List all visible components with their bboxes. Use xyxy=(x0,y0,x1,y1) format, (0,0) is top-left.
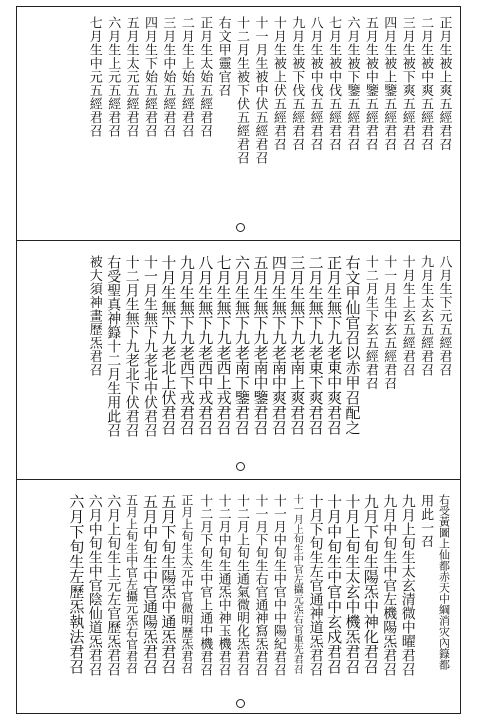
text-panel-3 xyxy=(0,484,477,718)
text-column: 九月中旬生中官左機陽炁君召 xyxy=(381,494,398,676)
text-column: 四月生下始五經君召 xyxy=(142,16,157,138)
text-column: 七月生無下九老西上戎君召 xyxy=(214,255,233,435)
text-column: 八月生無下九老西中戎君召 xyxy=(196,255,215,435)
text-column: 正月上旬生太元中官微明歷炁君召 xyxy=(179,494,194,674)
text-column: 三月生中始五經君召 xyxy=(160,16,176,138)
text-column: 十二月中旬生通炁中神玉機君召 xyxy=(215,494,231,676)
column-group-3 xyxy=(16,494,461,704)
column-group-1 xyxy=(16,16,461,226)
text-column: 六月中旬生中官陰仙道炁君召 xyxy=(86,494,103,676)
text-column: 正月生被上爽五經君召 xyxy=(436,16,452,151)
binding-hole-2 xyxy=(236,462,245,471)
text-column: 六月下旬生左歷炁執法君召 xyxy=(67,494,86,674)
text-column: 十二月生下玄五經君召 xyxy=(362,255,378,390)
text-column: 二月生無下九老東下爽君召 xyxy=(306,255,325,435)
text-column: 四月生無下九老南中爽君召 xyxy=(269,255,288,435)
text-column: 八月生被中伐五經君召 xyxy=(307,16,323,151)
text-column: 六月生被下鑒五經君召 xyxy=(344,16,360,151)
text-column: 十一月下旬生右官通神寫炁君召 xyxy=(252,494,268,676)
text-column: 五月生太元五經君召 xyxy=(123,16,139,138)
text-column: 十月生被上伏五經君召 xyxy=(270,16,286,151)
text-column: 九月生太玄五經君召 xyxy=(418,255,434,377)
panel-divider-2 xyxy=(16,479,461,480)
text-column: 十二月上旬生通氣微明化炁君召 xyxy=(234,494,250,676)
text-column: 十一月生中玄五經君召 xyxy=(381,255,397,390)
text-column: 正月生無下九老東中爽君召 xyxy=(325,255,344,435)
text-column: 十月中旬生中官中玄戍君召 xyxy=(325,494,344,674)
text-panel-1 xyxy=(0,6,477,240)
binding-hole-1 xyxy=(236,223,245,232)
text-panel-2 xyxy=(0,245,477,479)
panel-divider-1 xyxy=(16,240,461,241)
text-column: 六月生無下九老南下鑒君召 xyxy=(233,255,252,435)
text-column: 五月生被中鑒五經君召 xyxy=(362,16,378,151)
text-column: 十一月生無下九老北中伏君召 xyxy=(142,255,158,437)
text-column: 正月生太始五經君召 xyxy=(197,16,213,138)
text-column: 右受黃圖上仙都赤天中綱消灾內籙都 xyxy=(437,494,451,670)
text-column: 四月生被上鑒五經君召 xyxy=(381,16,397,151)
text-column: 八月生下元五經君召 xyxy=(436,255,452,377)
text-column: 右文甲仙官召以赤甲召配之 xyxy=(343,255,362,435)
text-column: 三月生無下九老南上爽君召 xyxy=(288,255,307,435)
text-column: 二月生被中爽五經君召 xyxy=(418,16,434,151)
text-column: 六月生上元五經君召 xyxy=(105,16,121,138)
text-column: 九月生無下九老西下戎君召 xyxy=(177,255,196,435)
text-column: 十月生無下九老北上伏君召 xyxy=(159,255,178,435)
text-column: 七月生被中伐五經君召 xyxy=(326,16,342,151)
text-column: 十二月生無下九老北下伏君召 xyxy=(123,255,140,437)
text-column: 七月生中元五經君召 xyxy=(86,16,102,138)
text-column: 十二月下旬生中官上通中機君召 xyxy=(197,494,213,676)
text-column: 十一月中旬生中官中中陽紀君召 xyxy=(270,494,286,676)
text-column: 十一月上旬生中官左攝元炁右官重先君召 xyxy=(291,494,303,674)
text-column: 十月下旬生左官通神道炁君召 xyxy=(307,494,324,676)
text-column: 六月上旬生上元左官歷炁君召 xyxy=(105,494,122,676)
text-column: 十月上旬生太玄中機炁君召 xyxy=(343,494,362,674)
binding-hole-3 xyxy=(236,699,245,708)
text-column: 九月上旬生太玄清微中曜君召 xyxy=(399,494,416,676)
text-column: 三月生被下爽五經君召 xyxy=(399,16,415,151)
column-group-2 xyxy=(16,255,461,465)
text-column: 十二月生被下伏五經君召 xyxy=(234,16,250,165)
text-column: 九月下旬生陽炁中神化君召 xyxy=(361,494,380,674)
text-column: 右文甲靈官召 xyxy=(215,16,231,97)
text-column: 九月生被下伐五經君召 xyxy=(289,16,305,151)
text-column: 十一月生被中伏五經君召 xyxy=(252,16,268,165)
text-column: 十月生上玄五經君召 xyxy=(399,255,415,377)
text-column: 五月下旬生陽炁中通炁君召 xyxy=(159,494,178,674)
text-column: 二月生上始五經君召 xyxy=(178,16,194,138)
text-column: 右受聖真神籙十二月生用此召 xyxy=(105,255,122,437)
text-column: 五月生無下九老南中鑒君召 xyxy=(251,255,270,435)
text-column: 五月上旬生中官左攝元炁右官君召 xyxy=(124,494,139,674)
text-column: 五月中旬生中官通陽炁君召 xyxy=(141,494,159,674)
text-column: 用此一召 xyxy=(418,494,434,548)
text-column: 被大須神畫歷炁君召 xyxy=(86,255,102,377)
